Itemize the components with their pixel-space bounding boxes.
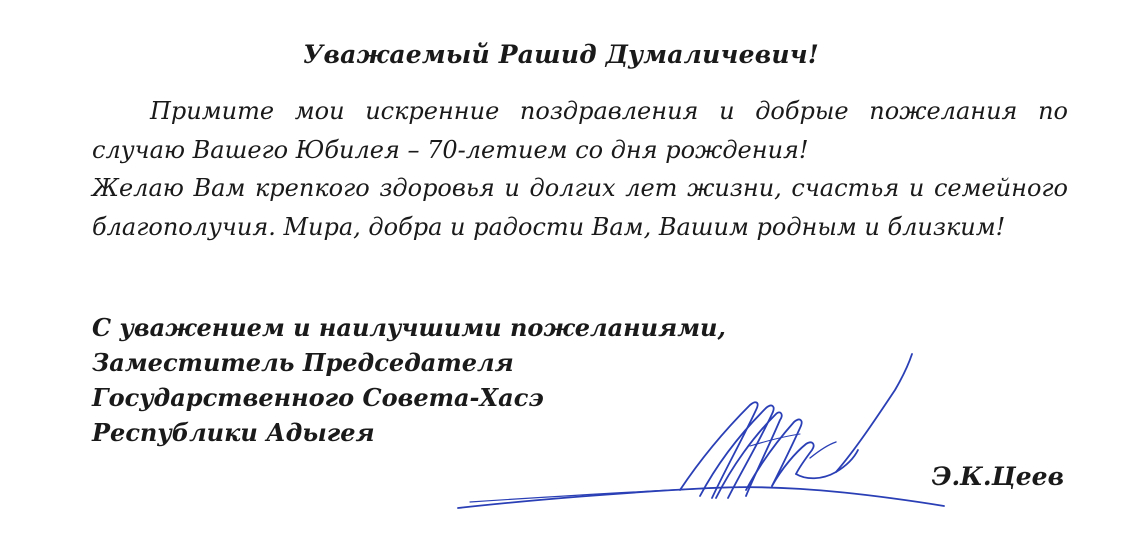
signer-position-line-1: Заместитель Председателя bbox=[92, 348, 514, 377]
signer-name: Э.К.Цеев bbox=[931, 462, 1064, 491]
signer-position-line-3: Республики Адыгея bbox=[92, 418, 375, 447]
congratulation-paragraph: Примите мои искренние поздравления и добрые пожелания по случаю Вашего Юбилея – 70-летием со дня рождения! bbox=[92, 97, 1068, 164]
handwritten-signature bbox=[450, 340, 950, 530]
salutation: Уважаемый Рашид Думаличевич! bbox=[303, 40, 819, 69]
closing-phrase: С уважением и наилучшими пожеланиями, bbox=[92, 313, 726, 342]
wishes-paragraph: Желаю Вам крепкого здоровья и долгих лет жизни, счастья и семейного благополучия. Мира, добра и радости Вам, Вашим родным и близким! bbox=[92, 174, 1068, 241]
signer-position-line-2: Государственного Совета-Хасэ bbox=[92, 383, 544, 412]
letter-body bbox=[92, 92, 1068, 246]
